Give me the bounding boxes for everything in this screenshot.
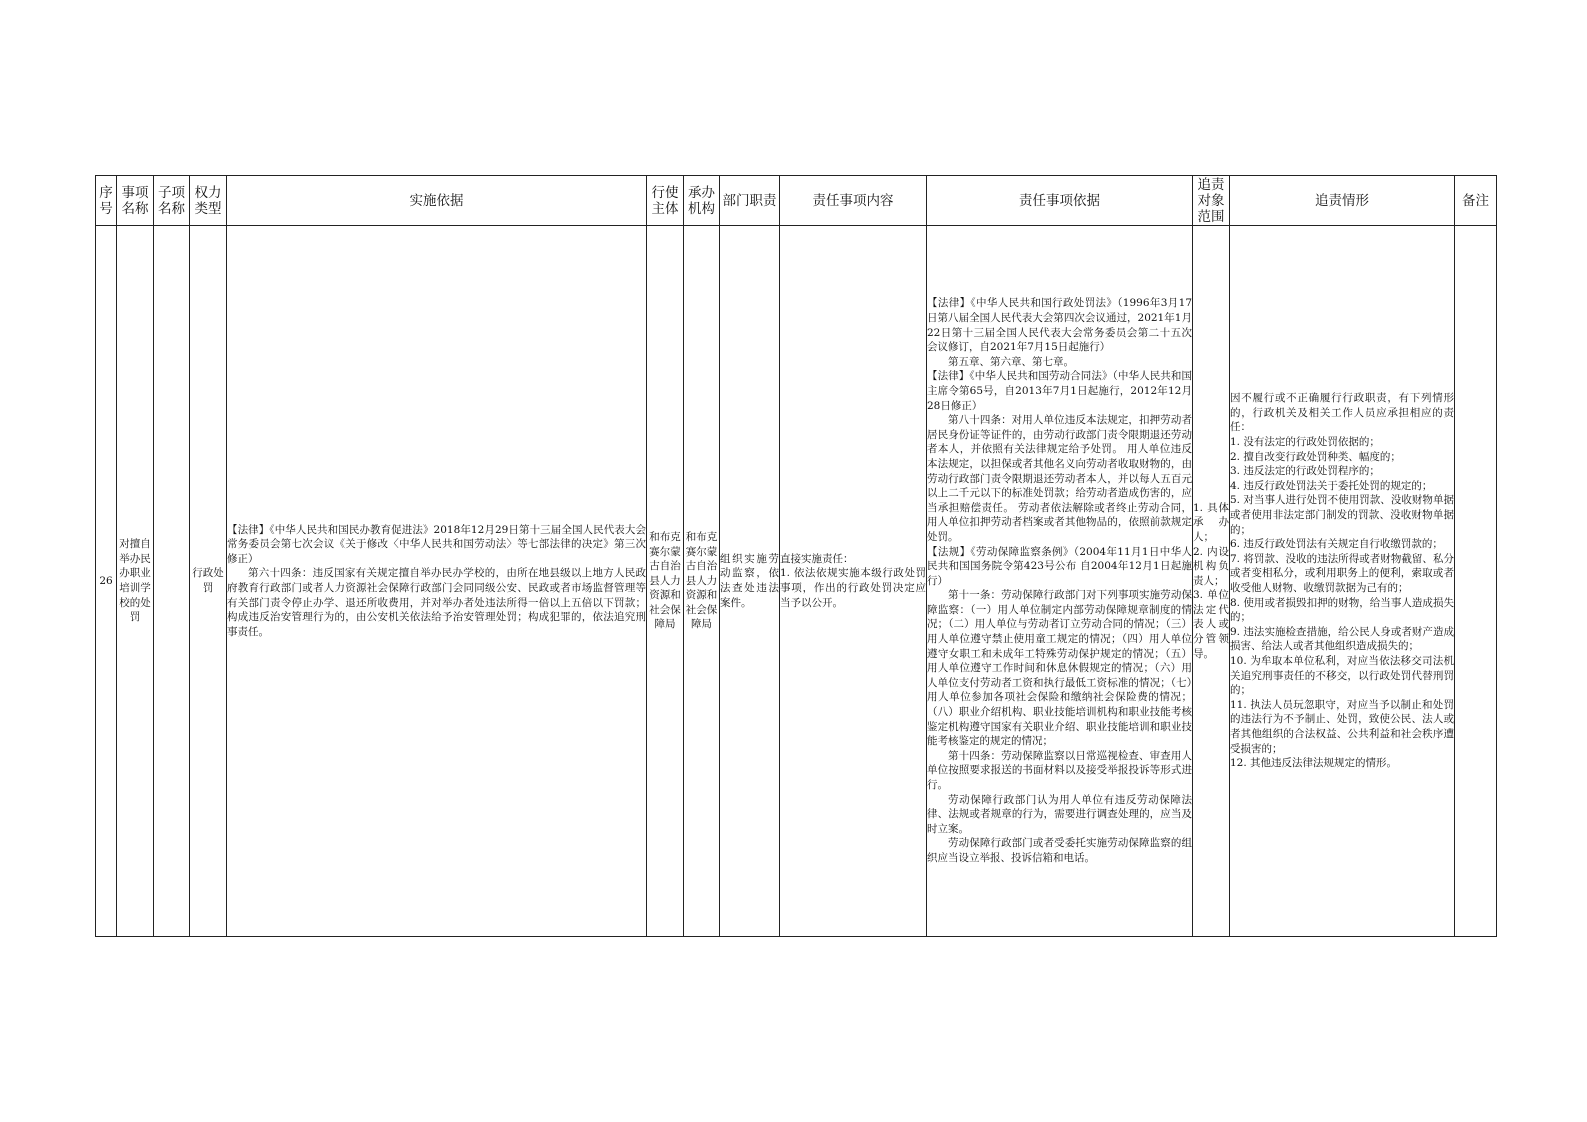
cell-organizer: 和布克赛尔蒙古自治县人力资源和社会保障局 [684,226,720,937]
header-resp-basis: 责任事项依据 [927,176,1193,226]
cell-power-type: 行政处罚 [190,226,227,937]
situation-item: 12. 其他违反法律法规规定的情形。 [1230,757,1398,770]
header-situations: 追责情形 [1230,176,1455,226]
situation-item: 9. 违法实施检查措施，给公民人身或者财产造成损害、给法人或者其他组织造成损失的； [1230,625,1454,653]
cell-situations [1230,226,1455,937]
header-content: 责任事项内容 [780,176,927,226]
cell-content [780,226,927,937]
cell-sub-item [154,226,190,937]
cell-accountable [1193,226,1230,937]
cell-item-name: 对擅自举办民办职业培训学校的处罚 [117,226,154,937]
resp-basis-para: 【法律】《中华人民共和国行政处罚法》（1996年3月17日第八届全国人民代表大会第四次会议通过，2021年1月22日第十三届全国人民代表大会常务委员会第二十五次会议修订，自2021年7月15日起施行） [927,297,1192,354]
resp-basis-para: 第八十四条：对用人单位违反本法规定，扣押劳动者居民身份证等证件的，由劳动行政部门责令限期退还劳动者本人，并依照有关法律规定给予处罚。 用人单位违反本法规定，以担保或者其他名义向劳动者收取财物的，由劳动行政部门责令限期退还劳动者本人，并以每人五百元以上二千元以下的标准处罚款；给劳动者造成伤害的，应当承担赔偿责任。 劳动者依法解除或者终止劳动合同，用人单位扣押劳动者档案或者其他物品的，依照前款规定处罚。 [927,414,1192,543]
table-row [96,226,1497,937]
resp-basis-para: 第十四条：劳动保障监察以日常巡视检查、审查用人单位按照要求报送的书面材料以及接受举报投诉等形式进行。 [927,749,1192,792]
cell-basis [227,226,647,937]
situation-item: 11. 执法人员玩忽职守，对应当予以制止和处罚的违法行为不予制止、处罚，致使公民、法人或者其他组织的合法权益、公共利益和社会秩序遭受损害的； [1230,698,1454,755]
situation-item: 5. 对当事人进行处罚不使用罚款、没收财物单据或者使用非法定部门制发的罚款、没收财物单据的； [1230,494,1454,536]
header-item-name: 事项名称 [117,176,154,226]
resp-basis-para: 【法规】《劳动保障监察条例》（2004年11月1日中华人民共和国国务院令第423号公布 自2004年12月1日起施行） [927,545,1192,587]
situation-item: 3. 违反法定的行政处罚程序的； [1230,465,1380,478]
header-row [96,176,1497,226]
cell-seq: 26 [96,226,117,937]
situation-item: 4. 违反行政处罚法关于委托处罚的规定的； [1230,479,1433,492]
resp-basis-para: 劳动保障行政部门或者受委托实施劳动保障监察的组织应当设立举报、投诉信箱和电话。 [927,837,1192,864]
resp-basis-para: 【法律】《中华人民共和国劳动合同法》（中华人民共和国主席令第65号，自2013年7月1日起施行，2012年12月28日修正） [927,370,1192,412]
header-subject: 行使主体 [647,176,684,226]
content-para: 1. 依法依规实施本级行政处罚事项，作出的行政处罚决定应当予以公开。 [780,567,926,609]
header-basis: 实施依据 [227,176,647,226]
cell-resp-basis [927,226,1193,937]
header-sub-item: 子项名称 [154,176,190,226]
responsibility-table [95,175,1497,937]
basis-para: 【法律】《中华人民共和国民办教育促进法》2018年12月29日第十三届全国人民代表大会常务委员会第七次会议《关于修改〈中华人民共和国劳动法〉等七部法律的决定》第三次修正） [227,523,646,565]
accountable-item: 3. 单位法定代表人或分管领导。 [1193,589,1229,660]
header-accountable: 追责对象范围 [1193,176,1230,226]
resp-basis-para: 第五章、第六章、第七章。 [948,355,1074,368]
resp-basis-para: 第十一条：劳动保障行政部门对下列事项实施劳动保障监察：（一）用人单位制定内部劳动保障规章制度的情况；（二）用人单位与劳动者订立劳动合同的情况；（三）用人单位遵守禁止使用童工规定的情况；（四）用人单位遵守女职工和未成年工特殊劳动保护规定的情况；（五）用人单位遵守工作时间和休息休假规定的情况；（六）用人单位支付劳动者工资和执行最低工资标准的情况；（七）用人单位参加各项社会保险和缴纳社会保险费的情况；（八）职业介绍机构、职业技能培训机构和职业技能考核鉴定机构遵守国家有关职业介绍、职业技能培训和职业技能考核鉴定的规定的情况； [927,589,1192,748]
accountable-item: 2. 内设机构负责人； [1193,545,1229,587]
cell-subject: 和布克赛尔蒙古自治县人力资源和社会保障局 [647,226,684,937]
situation-item: 6. 违反行政处罚法有关规定自行收缴罚款的； [1230,538,1443,551]
situation-item: 2. 擅自改变行政处罚种类、幅度的； [1230,450,1401,463]
header-organizer: 承办机构 [684,176,720,226]
header-duty: 部门职责 [720,176,780,226]
header-power-type: 权力类型 [190,176,227,226]
basis-para: 第六十四条：违反国家有关规定擅自举办民办学校的，由所在地县级以上地方人民政府教育行政部门或者人力资源社会保障行政部门会同同级公安、民政或者市场监督管理等有关部门责令停止办学、退还所收费用，并对举办者处违法所得一倍以上五倍以下罚款；构成违反治安管理行为的，由公安机关依法给予治安管理处罚；构成犯罪的，依法追究刑事责任。 [227,567,646,638]
situation-item: 8. 使用或者损毁扣押的财物，给当事人造成损失的； [1230,596,1454,624]
accountable-item: 1. 具体承办人； [1193,501,1229,543]
cell-remark [1455,226,1497,937]
situation-item: 1. 没有法定的行政处罚依据的； [1230,436,1380,449]
header-seq: 序号 [96,176,117,226]
situation-item: 因不履行或不正确履行行政职责，有下列情形的，行政机关及相关工作人员应承担相应的责任： [1230,392,1454,434]
cell-duty: 组织实施劳动监察，依法查处违法案件。 [720,226,780,937]
situation-item: 10. 为牟取本单位私利，对应当依法移交司法机关追究刑事责任的不移交，以行政处罚代替刑罚的； [1230,654,1454,697]
situation-item: 7. 将罚款、没收的违法所得或者财物截留、私分或者变相私分，或利用职务上的便利，索取或者收受他人财物、收缴罚款据为己有的； [1230,552,1454,594]
resp-basis-para: 劳动保障行政部门认为用人单位有违反劳动保障法律、法规或者规章的行为，需要进行调查处理的，应当及时立案。 [927,793,1192,835]
header-remark: 备注 [1455,176,1497,226]
content-para: 直接实施责任： [780,552,854,565]
